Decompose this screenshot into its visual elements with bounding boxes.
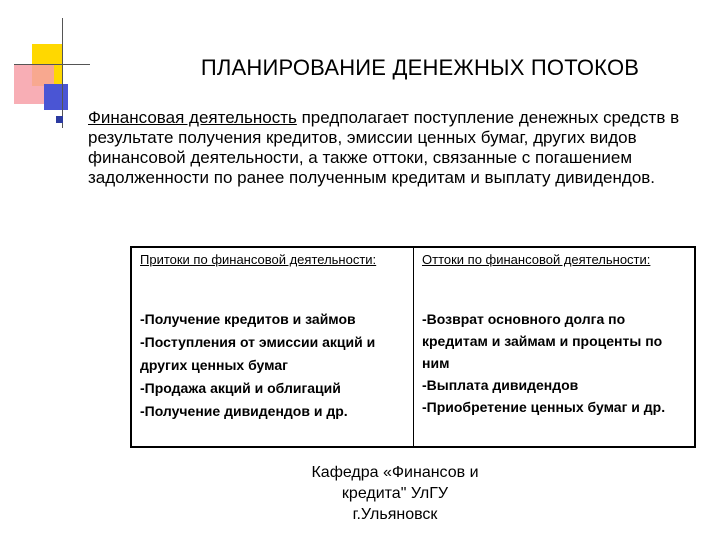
- list-item: -Выплата дивидендов: [422, 377, 579, 393]
- footer-line: Кафедра «Финансов и: [311, 464, 479, 481]
- list-item: -Получение дивидендов и др.: [140, 403, 348, 419]
- outflows-list: [422, 308, 692, 418]
- paragraph-text: предполагает поступление денежных средств в результате получения кредитов, эмиссии ценных бумаг, других видов финансовой деятельности, а также оттоки, связанные с погашением задолженности по ранее полученным кредитам и выплату дивидендов.: [88, 108, 680, 187]
- list-item: -Поступления от эмиссии акций и других ценных бумаг: [140, 334, 376, 373]
- paragraph-term: Финансовая деятельность: [88, 108, 297, 127]
- cash-flow-table: [130, 246, 696, 448]
- outflows-header: Оттоки по финансовой деятельности:: [422, 252, 651, 267]
- list-item: -Приобретение ценных бумаг и др.: [422, 399, 666, 415]
- footer-line: кредита" УлГУ: [341, 485, 449, 502]
- table-column-divider: [413, 248, 414, 446]
- inflows-header: Притоки по финансовой деятельности:: [140, 252, 377, 267]
- footer-credit: [240, 462, 550, 525]
- list-item: -Получение кредитов и займов: [140, 311, 356, 327]
- decor-blue-square: [44, 84, 68, 110]
- inflows-list: [140, 308, 410, 423]
- footer-line: г.Ульяновск: [352, 506, 438, 523]
- list-item: -Продажа акций и облигаций: [140, 380, 341, 396]
- slide-title: ПЛАНИРОВАНИЕ ДЕНЕЖНЫХ ПОТОКОВ: [200, 55, 640, 80]
- list-item: -Возврат основного долга по кредитам и займам и проценты по ним: [422, 311, 663, 371]
- bullet-square-icon: [56, 116, 63, 123]
- body-paragraph: [88, 108, 698, 188]
